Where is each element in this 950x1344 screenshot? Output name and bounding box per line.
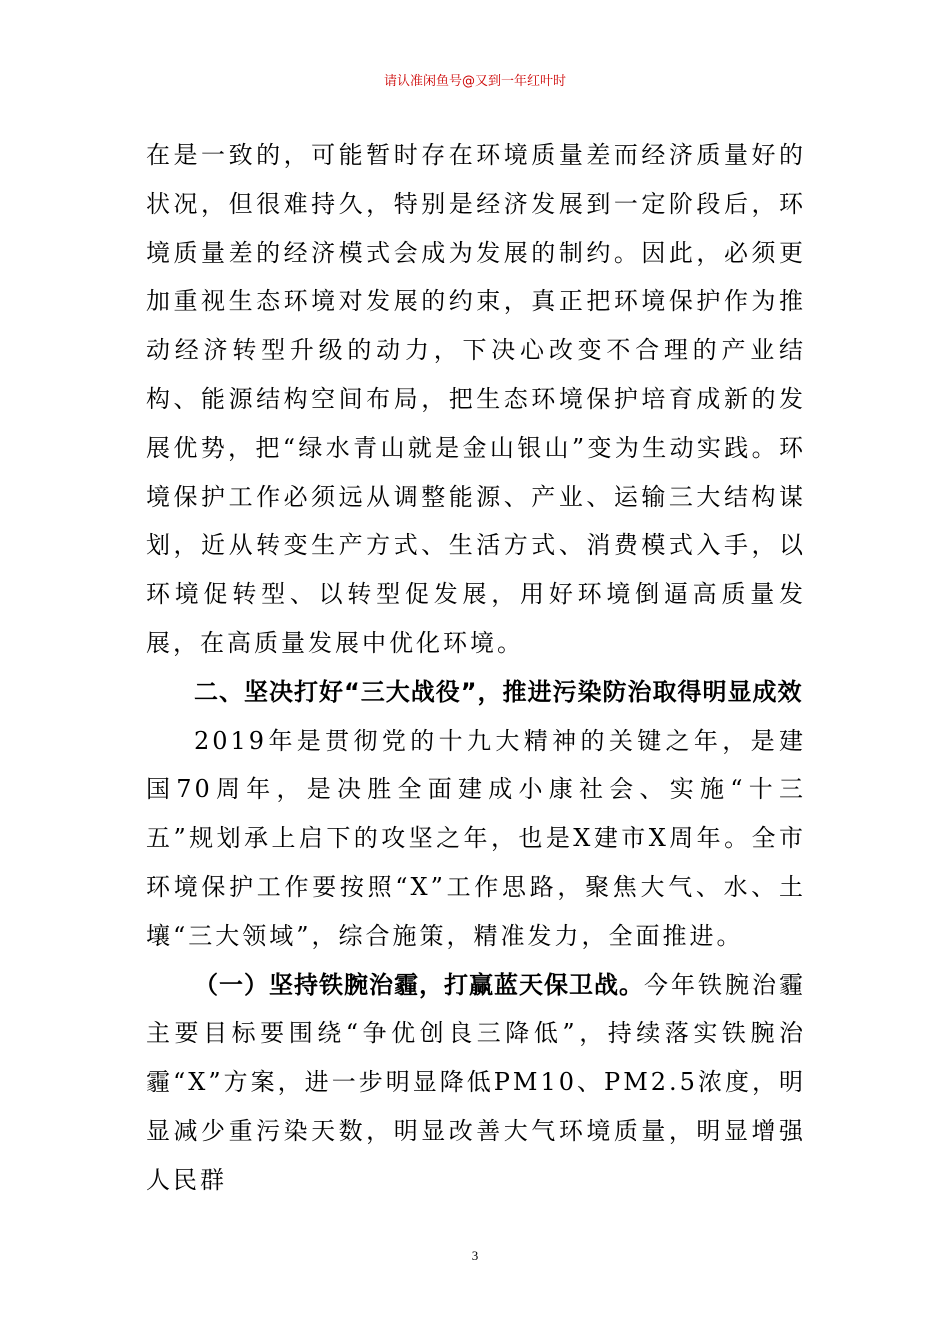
watermark-text: 请认准闲鱼号@又到一年红叶时 xyxy=(383,74,566,89)
paragraph-blue-sky xyxy=(146,961,806,1205)
paragraph-2019-overview: 2019年是贯彻党的十九大精神的关键之年，是建国70周年，是决胜全面建成小康社会、实施“十三五”规划承上启下的攻坚之年，也是X建市X周年。全市环境保护工作要按照“X”工作思路，聚焦大气、水、土壤“三大领域”，综合施策，精准发力，全面推进。 xyxy=(146,726,806,950)
section-heading-three-battles: 二、坚决打好“三大战役”，推进污染防治取得明显成效 xyxy=(194,677,803,706)
sub-heading-blue-sky: （一）坚持铁腕治霾，打赢蓝天保卫战。 xyxy=(194,970,644,999)
document-body xyxy=(146,131,806,1205)
page-number: 3 xyxy=(471,1248,479,1263)
paragraph-blue-sky-body: 今年铁腕治霾主要目标要围绕“争优创良三降低”，持续落实铁腕治霾“X”方案，进一步明显降低PM10、PM2.5浓度，明显减少重污染天数，明显改善大气环境质量，明显增强人民群 xyxy=(146,970,806,1194)
paragraph-environment-economy: 在是一致的，可能暂时存在环境质量差而经济质量好的状况，但很难持久，特别是经济发展到一定阶段后，环境质量差的经济模式会成为发展的制约。因此，必须更加重视生态环境对发展的约束，真正把环境保护作为推动经济转型升级的动力，下决心改变不合理的产业结构、能源结构空间布局，把生态环境保护培育成新的发展优势，把“绿水青山就是金山银山”变为生动实践。环境保护工作必须远从调整能源、产业、运输三大结构谋划，近从转变生产方式、生活方式、消费模式入手，以环境促转型、以转型促发展，用好环境倒逼高质量发展，在高质量发展中优化环境。 xyxy=(146,141,806,657)
